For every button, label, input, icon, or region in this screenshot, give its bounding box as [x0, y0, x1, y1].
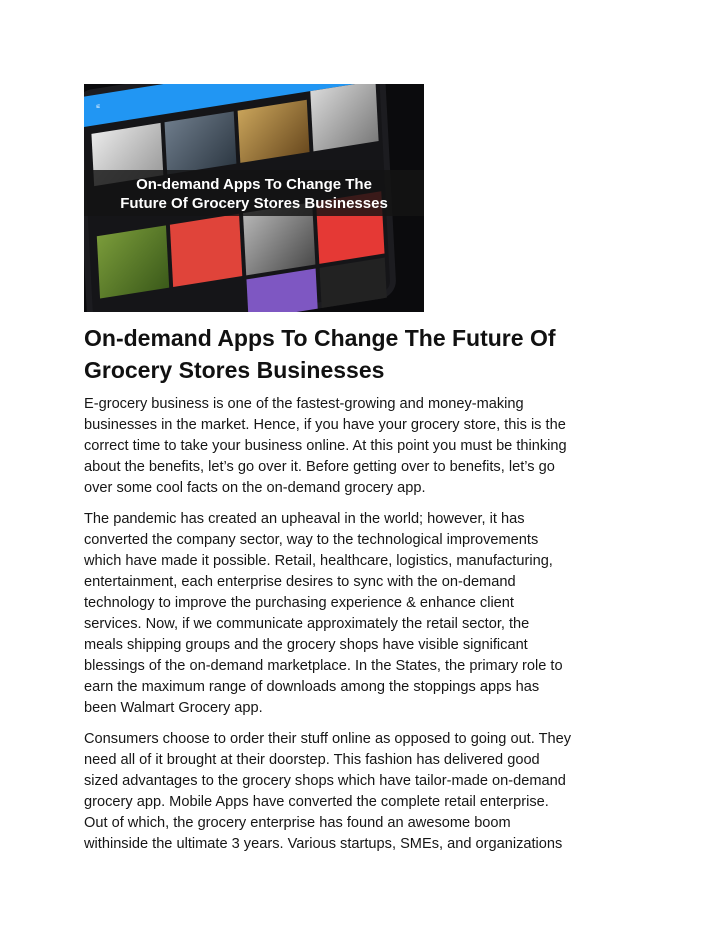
paragraph-line: E-grocery business is one of the fastest-growing and money-making	[84, 396, 524, 412]
hero-banner-line: Future Of Grocery Stores Businesses	[120, 195, 388, 212]
paragraph-line: Consumers choose to order their stuff online as opposed to going out. They	[84, 731, 572, 747]
hero-image	[84, 84, 424, 312]
page-title	[84, 322, 640, 386]
app-tile	[97, 225, 169, 298]
paragraph-line: converted the company sector, way to the technological improvements	[84, 532, 539, 548]
paragraph-line: technology to improve the purchasing experience & enhance client	[84, 595, 514, 611]
app-tile	[246, 268, 317, 312]
paragraph-line: meals shipping groups and the grocery shops have visible significant	[84, 637, 528, 653]
paragraph-line: entertainment, each enterprise desires to sync with the on-demand	[84, 574, 516, 590]
paragraph-line: Out of which, the grocery enterprise has found an awesome boom	[84, 815, 511, 831]
paragraph-line: sized advantages to the grocery shops which have tailor-made on-demand	[84, 773, 566, 789]
document-page	[84, 84, 640, 852]
paragraph-line: grocery app. Mobile Apps have converted the complete retail enterprise.	[84, 794, 549, 810]
paragraph-line: earn the maximum range of downloads among the stoppings apps has	[84, 679, 540, 695]
paragraph-line: need all of it brought at their doorstep. This fashion has delivered good	[84, 752, 540, 768]
paragraph-line: blessings of the on-demand marketplace. In the States, the primary role to	[84, 658, 563, 674]
page-title-line: Grocery Stores Businesses	[84, 357, 385, 383]
app-tile	[238, 100, 310, 163]
app-tile	[310, 84, 378, 151]
paragraph	[84, 729, 640, 855]
hero-banner	[84, 170, 424, 216]
hero-banner-line: On-demand Apps To Change The	[136, 176, 372, 193]
app-tile	[320, 258, 387, 308]
paragraph-line: correct time to take your business online. At this point you must be thinking	[84, 438, 567, 454]
paragraph-line: been Walmart Grocery app.	[84, 700, 263, 716]
paragraph-line: about the benefits, let’s go over it. Before getting over to benefits, let’s go	[84, 459, 555, 475]
paragraph	[84, 394, 640, 499]
app-tile	[165, 111, 237, 174]
paragraph-line: over some cool facts on the on-demand grocery app.	[84, 480, 426, 496]
paragraph-line: The pandemic has created an upheaval in the world; however, it has	[84, 511, 525, 527]
app-header-decor: ≡	[95, 103, 101, 111]
page-title-line: On-demand Apps To Change The Future Of	[84, 325, 556, 351]
paragraph-line: services. Now, if we communicate approximately the retail sector, the	[84, 616, 530, 632]
paragraph-line: which have made it possible. Retail, healthcare, logistics, manufacturing,	[84, 553, 553, 569]
paragraph-line: withinside the ultimate 3 years. Various startups, SMEs, and organizations	[84, 836, 563, 852]
paragraph	[84, 509, 640, 719]
paragraph-line: businesses in the market. Hence, if you have your grocery store, this is the	[84, 417, 566, 433]
app-tile	[170, 214, 242, 287]
article-body	[84, 394, 640, 865]
